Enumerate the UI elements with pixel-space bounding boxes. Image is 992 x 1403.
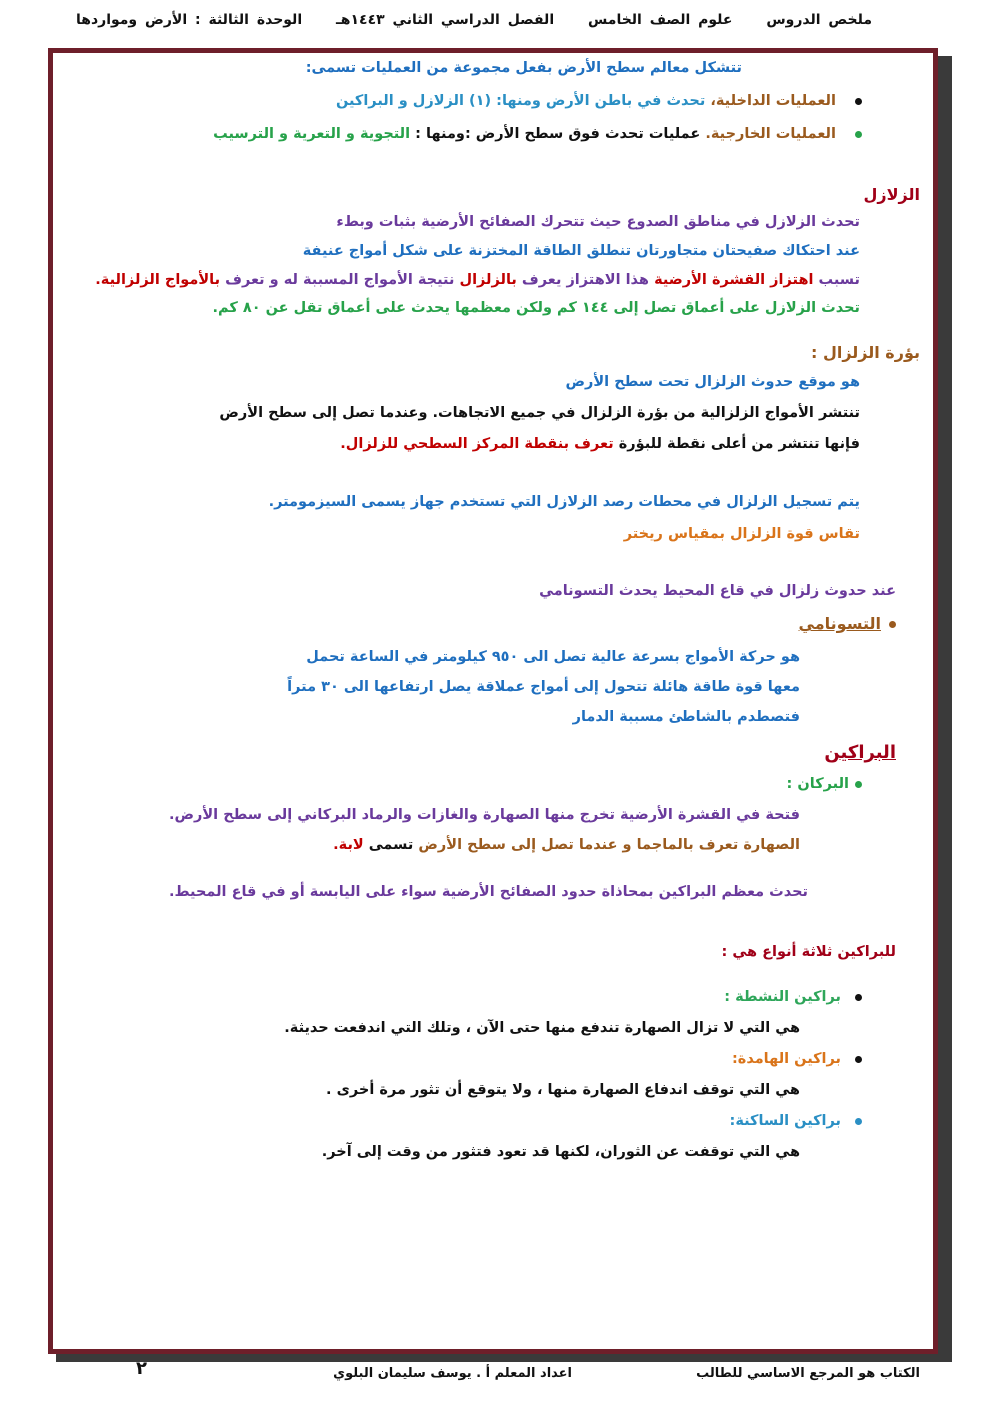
bullet-icon (855, 98, 862, 105)
volcano-location: تحدث معظم البراكين بمحاذاة حدود الصفائح الأرضية سواء على اليابسة أو في قاع المحيط. (168, 884, 808, 900)
focus-richter: تقاس قوة الزلزال بمقياس ريختر (623, 526, 860, 542)
eq-l3c: هذا الاهتزاز يعرف (521, 272, 649, 288)
extinct-title (732, 1051, 862, 1067)
bullet-icon (855, 1056, 862, 1063)
extinct-text: هي التي توقف اندفاع الصهارة منها ، ولا يتوقع أن تثور مرة أخرى . (326, 1082, 800, 1098)
internal-label: العمليات الداخلية، (710, 93, 836, 109)
page-header (76, 12, 872, 28)
tsunami-intro: عند حدوث زلزال في قاع المحيط يحدث التسونامي (539, 583, 896, 599)
focus-line-1: تنتشر الأمواج الزلزالية من بؤرة الزلزال في جميع الاتجاهات. وعندما تصل إلى سطح الأرض (219, 405, 860, 421)
internal-text: تحدث في باطن الأرض ومنها: (١) الزلازل و البراكين (335, 93, 706, 109)
intro-internal (336, 93, 862, 109)
focus-l2c: المركز السطحي للزلزال. (340, 436, 520, 452)
dormant-title-text: براكين الساكنة: (729, 1113, 841, 1129)
bullet-icon (855, 131, 862, 138)
header-subject: علوم الصف الخامس (588, 12, 733, 28)
dormant-text: هي التي توقفت عن الثوران، لكنها قد تعود فتثور من وقت إلى آخر. (321, 1144, 800, 1160)
intro-line: تتشكل معالم سطح الأرض بفعل مجموعة من العمليات تسمى: (305, 60, 742, 76)
volcano-sub-text: البركان : (786, 776, 849, 792)
volcano-magma (333, 837, 800, 853)
volcano-types-title: للبراكين ثلاثة أنواع هي : (721, 944, 896, 960)
tsunami-line-2: معها قوة طاقة هائلة تتحول إلى أمواج عملاقة يصل ارتفاعها الى ٣٠ متراً (287, 679, 800, 695)
tsunami-line-3: فتصطدم بالشاطئ مسببة الدمار (572, 709, 800, 725)
focus-recording: يتم تسجيل الزلزال في محطات رصد الزلازل التي تستخدم جهاز يسمى السيزمومتر. (268, 494, 860, 510)
intro-external (213, 126, 862, 142)
magma-b: تعرف (698, 837, 739, 853)
footer-reference: الكتاب هو المرجع الاساسي للطالب (696, 1366, 920, 1381)
tsunami-title-text: التسونامي (798, 614, 881, 633)
active-title (724, 989, 862, 1005)
magma-d: و عندما تصل إلى (511, 837, 632, 853)
magma-c: بالماجما (636, 837, 694, 853)
tsunami-title (799, 614, 896, 633)
page-number: ٢ (136, 1358, 147, 1379)
bullet-icon (855, 781, 862, 788)
eq-line-1: تحدث الزلازل في مناطق الصدوع حيث تتحرك الصفائح الأرضية بثبات وبطء (336, 214, 860, 230)
magma-g: لابة. (333, 837, 364, 853)
bullet-icon (855, 994, 862, 1001)
volcano-def: فتحة في القشرة الأرضية تخرج منها الصهارة والغازات والرماد البركاني إلى سطح الأرض. (169, 807, 800, 823)
external-items: التجوية و التعرية و الترسيب (213, 126, 411, 142)
tsunami-line-1: هو حركة الأمواج بسرعة عالية تصل الى ٩٥٠ كيلومتر في الساعة تحمل (306, 649, 800, 665)
eq-l3a: تسبب (818, 272, 860, 288)
dormant-title (730, 1113, 862, 1129)
header-semester: الفصل الدراسي الثاني ١٤٤٣هـ (336, 12, 555, 28)
eq-l3d: بالزلزال (459, 272, 517, 288)
external-text: عمليات تحدث فوق سطح الأرض :ومنها : (415, 126, 701, 142)
active-title-text: براكين النشطة : (724, 989, 841, 1005)
bullet-icon (855, 1118, 862, 1125)
header-unit: الوحدة الثالثة : الأرض ومواردها (75, 12, 303, 28)
extinct-title-text: براكين الهامدة: (731, 1051, 841, 1067)
active-text: هي التي لا تزال الصهارة تندفع منها حتى الآن ، وتلك التي اندفعت حديثة. (284, 1020, 800, 1036)
eq-l3e: نتيجة الأمواج المسببة له و تعرف (225, 272, 455, 288)
bullet-icon (889, 621, 896, 628)
focus-line-2 (340, 436, 860, 452)
eq-line-2: عند احتكاك صفيحتان متجاورتان تنطلق الطاقة المختزنة على شكل أمواج عنيفة (302, 243, 860, 259)
eq-l3b: اهتزاز القشرة الأرضية (654, 272, 814, 288)
focus-title: بؤرة الزلزال : (810, 343, 920, 362)
magma-a: الصهارة (743, 837, 800, 853)
magma-e: سطح الأرض (418, 837, 506, 853)
volcano-subtitle (787, 776, 862, 792)
footer-author: اعداد المعلم أ . يوسف سليمان البلوي (333, 1366, 572, 1381)
focus-l2a: فإنها تنتشر من أعلى نقطة للبؤرة (618, 436, 860, 452)
focus-def: هو موقع حدوث الزلزال تحت سطح الأرض (565, 374, 860, 390)
volcanoes-title: البراكين (824, 742, 896, 763)
eq-l3f: بالأمواج الزلزالية. (95, 272, 221, 288)
external-label: العمليات الخارجية. (705, 126, 836, 142)
earthquakes-title: الزلازل (863, 185, 920, 204)
magma-f: تسمى (368, 837, 414, 853)
focus-l2b: تعرف بنقطة (524, 436, 614, 452)
header-summary: ملخص الدروس (766, 12, 872, 28)
eq-line-3 (95, 272, 860, 288)
eq-line-4: تحدث الزلازل على أعماق تصل إلى ١٤٤ كم ولكن معظمها يحدث على أعماق تقل عن ٨٠ كم. (212, 300, 860, 316)
